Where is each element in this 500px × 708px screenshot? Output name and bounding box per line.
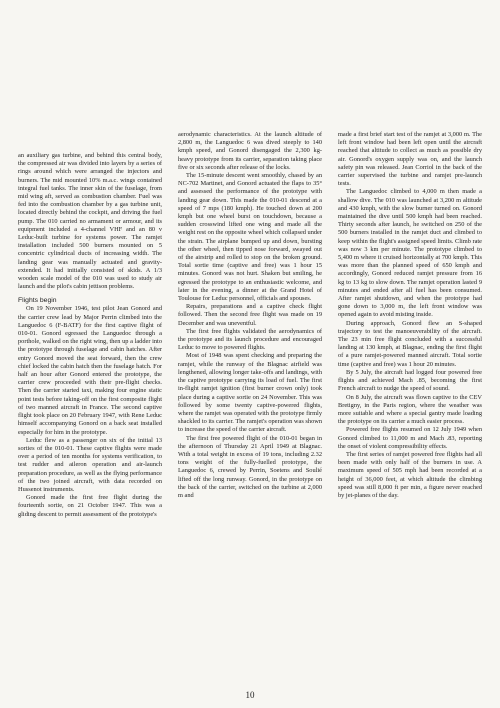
paragraph: made a first brief start test of the ramjet at 3,000 m. The left front window had been left open until the aircraft reached that altitude to collect as much as possible dry air. Gonord's oxygen supply was on, and the launch safety pin was released. Jean Corriol in the back of the carrier supervised the turbine and ramjet pre-launch tests. xyxy=(338,131,482,188)
section-heading: Flights begin xyxy=(18,297,57,305)
text-column-right xyxy=(338,131,482,500)
paragraph: During approach, Gonord flew an S-shaped trajectory to test the manoeuverability of the aircraft. The 23 min free flight concluded with a successful landing at 130 kmph, at Blagnac, ending the first flight of a pure ramjet-powered manned aircraft. Total sortie time (captive and free) was 1 hour 20 minutes. xyxy=(338,319,482,368)
paragraph: Leduc flew as a passenger on six of the initial 13 sorties of the 010-01. These captive flights were made over a period of ten months for systems verification, to test rudder and aileron operation and air-launch preparation procedure, as well as the flying performance of the two joined aircraft, with data recorded on Hussenot instruments. xyxy=(18,436,162,493)
paragraph: By 5 July, the aircraft had logged four powered free flights and achieved Mach .85, becoming the first French aircraft to nudge the speed of sound. xyxy=(338,368,482,393)
paragraph: The first free powered flight of the 010-01 began in the afternoon of Thursday 21 April 1949 at Blagnac. With a total weight in excess of 19 tons, including 2.32 tons weight of the fully-fuelled prototype, the Languedoc 6, crewed by Perrin, Soetens and Soulié lifted off the long runway. Gonord, in the prototype on the back of the carrier, switched on the turbine at 2,000 m and xyxy=(178,434,322,499)
paragraph: The first series of ramjet powered free flights had all been made with only half of the burners in use. A maximum speed of 505 mph had been recorded at a height of 36,000 feet, at which altitude the climbing speed was still 8,000 ft per min, a figure never reached by jet-planes of the day. xyxy=(338,450,482,499)
paragraph: Gonord made the first free flight during the fourteenth sortie, on 21 October 1947. This was a gliding descent to permit assessment of the prototype's xyxy=(18,494,162,518)
paragraph: The 15-minute descent went smoothly, chased by an NC-702 Martinet, and Gonord actuated the flaps to 35° and assessed the performance of the prototype with landing gear down. This made the 010-01 descend at a speed of 7 mps (180 kmph). He touched down at 200 kmph but one wheel burst on touchdown, because a sudden crosswind lifted one wing and made all the weight rest on the opposite wheel which collapsed under the strain. The airplane bumped up and down, bursting the other wheel, then tipped nose forward, swayed out of the airstrip and rolled to stop on the broken ground. Total sortie time (captive and free) was 1 hour 15 minutes. Gonord was not hurt. Shaken but smiling, he egressed the prototype to an enthusiastic welcome, and later in the evening, a dinner at the Grand Hotel of Toulouse for Leduc personnel, officials and spouses. xyxy=(178,172,322,303)
page-number: 10 xyxy=(245,690,255,700)
paragraph: On 8 July, the aircraft was flown captive to the CEV Bretigny, in the Paris region, where the weather was more suitable and where a special gantry made loading the prototype on its carrier a much easier process. xyxy=(338,393,482,426)
paragraph: Most of 1948 was spent checking and preparing the ramjet, while the runway of the Blagnac airfield was lengthened, allowing longer take-offs and landings, with the captive prototype carrying its load of fuel. The first in-flight ramjet ignition (first burner crown only) took place during a captive sortie on 24 November. This was followed by some twenty captive-powered flights, where the ramjet was operated with the prototype firmly shackled to its carrier. The ramjet's operation was shown to increase the speed of the carrier aircraft. xyxy=(178,352,322,434)
paragraph: The Languedoc climbed to 4,000 m then made a shallow dive. The 010 was launched at 3,200 m altitude and 430 kmph, with the slow burner turned on. Gonord maintained the dive until 500 kmph had been reached. Thirty seconds after launch, he switched on 250 of the 500 burners installed in the ramjet duct and climbed to keep within the flight's assigned speed limits. Climb rate was now 3 km per minute. The prototype climbed to 5,400 m where it cruised horizontally at 700 kmph. This was more than the planned speed of 650 kmph and accordingly, Gonord reduced ramjet pressure from 16 kg to 13 kg to slow down. The ramjet operation lasted 9 minutes and ended after all fuel has been consumed. After ramjet shutdown, and when the prototype had gone down to 3,000 m, the left front window was opened again to avoid misting inside. xyxy=(338,188,482,319)
paragraph: Repairs, preparations and a captive check flight followed. Then the second free flight was made on 19 December and was uneventful. xyxy=(178,303,322,327)
text-column-left xyxy=(18,152,162,519)
paragraph: Powered free flights resumed on 12 July 1949 when Gonord climbed to 11,000 m and Mach .83, reporting the onset of violent compressibility effects. xyxy=(338,426,482,450)
paragraph: The first free flights validated the aerodynamics of the prototype and its launch procedure and encouraged Leduc to move to powered flights. xyxy=(178,327,322,352)
paragraph: On 19 November 1946, test pilot Jean Gonord and the carrier crew lead by Major Perrin climbed into the Languedoc 6 (F-BATF) for the first captive flight of 010-01. Gonord egressed the Languedoc through a porthole, walked on the right wing, then up a ladder into the prototype through fuselage and cabin hatches. After entry Gonord moved the seat forward, then the crew chief locked the cabin hatch then the fuselage hatch. For half an hour after Gonord entered the prototype, the carrier crew proceeded with their pre-flight checks. Then the carrier started taxi, making four engine static point tests before taking-off on the first composite flight of two manned aircraft in France. The second captive flight took place on 20 February 1947, with Rene Leduc himself accompanying Gonord on a back seat installed especially for him in the prototype. xyxy=(18,305,162,436)
paragraph: an auxiliary gas turbine, and behind this central body, the compressed air was divided into layers by a series of rings around which were arranged the injectors and burners. The mid mounted 10% m.a.c. wings contained integral fuel tanks. The inner skin of the fuselage, from mid wing aft, served as combustion chamber. Fuel was fed into the combustion chamber by a gas turbine unit, located directly behind the cockpit, and driving the fuel pump. The 010 carried no armament or armour, and its equipment included a 4-channel VHF and an 80 v Leduc-built turbine for systems power. The ramjet installation included 500 burners mounted on 5 concentric cylindrical ducts of increasing width. The landing gear was manually actuated and gravity-extended. It had initially consisted of skids. A 1/3 wooden scale model of the 010 was used to study air launch and the pilot's cabin jettison problems. xyxy=(18,152,162,291)
paragraph: aerodynamic characteristics. At the launch altitude of 2,800 m, the Languedoc 6 was dived steeply to 140 kmph speed, and Gonord disengaged the 2,300 kg-heavy prototype from its carrier, separation taking place five or six seconds after release of the locks. xyxy=(178,131,322,171)
text-column-middle xyxy=(178,131,322,500)
